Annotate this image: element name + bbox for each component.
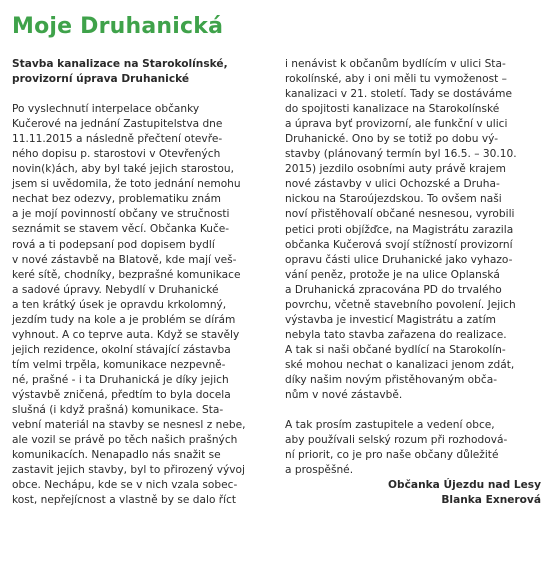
headline-line: Stavba kanalizace na Starokolínské, [12, 58, 228, 70]
text-line: nebyla tato stavba zařazena do realizace. [285, 328, 507, 341]
text-line: Občanka Újezdu nad Lesy [388, 479, 541, 492]
text-line: stavby (plánovaný termín byl 16.5. – 30.10. [285, 148, 517, 161]
text-line: a ten krátký úsek je opravdu krkolomný, [12, 298, 227, 311]
text-line: povrchu, včetně stavebního povolení. Jejich [285, 298, 516, 311]
text-line: slušná (i když prašná) komunikace. Sta- [12, 404, 224, 417]
text-line: nechat bez odezvy, problematiku znám [12, 193, 221, 206]
text-line: kost, nepřejícnost a vlastně by se dalo říct [12, 494, 237, 507]
text-line: nové zástavby v ulici Ochozské a Druha- [285, 178, 500, 191]
text-line: občanka Kučerová svojí stížností provizorní [285, 238, 513, 251]
right-column [285, 57, 541, 508]
text-line: Druhanické. Ono by se totiž po dobu vý- [285, 133, 499, 146]
text-line: do spojitosti kanalizace na Starokolínské [285, 103, 500, 116]
text-line: Kučerové na jednání Zastupitelstva dne [12, 118, 223, 131]
text-line: 2015) jezdilo osobními auty právě krajem [285, 163, 506, 176]
text-line: A tak prosím zastupitele a vedení obce, [285, 419, 495, 432]
text-line: Po vyslechnutí interpelace občanky [12, 103, 200, 116]
section-title: Moje Druhanická [12, 14, 224, 39]
headline-line: provizorní úprava Druhanické [12, 73, 190, 86]
article-headline [12, 57, 270, 87]
text-line: ní priorit, co je pro naše občany důležité [285, 449, 499, 462]
text-line: a sadové úpravy. Nebydlí v Druhanické [12, 283, 219, 296]
text-line: kanalizaci v 21. století. Tady se dostáváme [285, 88, 512, 101]
text-line: novin(k)ách, aby byl také jejich starostou, [12, 163, 234, 176]
text-line: rová a ti podepsaní pod dopisem bydlí [12, 238, 215, 251]
article-signature [285, 478, 541, 508]
text-line: výstavbě zničená, předtím to byla docela [12, 388, 231, 401]
text-line: i nenávist k občanům bydlícím v ulici Sta- [285, 58, 506, 70]
text-line: jsem si uvědomila, že toto jednání nemohu [12, 178, 241, 191]
article-paragraph [12, 102, 270, 508]
text-line: jezdím tudy na kole a je problém se dírám [12, 313, 236, 326]
left-column [12, 57, 270, 508]
text-line: v nové zástavbě na Blatově, kde mají veš- [12, 253, 237, 266]
text-line: noví přistěhovalí občané nesnesou, vyrobili [285, 208, 515, 221]
text-line: aby používali selský rozum při rozhodová- [285, 434, 508, 447]
text-line: petici proti objížďce, na Magistrátu zarazila [285, 223, 514, 236]
text-line: tím velmi trpěla, komunikace nezpevně- [12, 358, 226, 371]
text-line: a prospěšné. [285, 464, 354, 477]
text-line: ale vozil se právě po těch našich prašných [12, 434, 238, 447]
text-line: vyhnout. A co teprve auta. Když se stavěly [12, 328, 240, 341]
text-line: keré sítě, chodníky, bezprašné komunikace [12, 268, 241, 281]
text-line: jejich rezidence, okolní stávající zástavba [12, 343, 231, 356]
text-line: 11.11.2015 a následně přečtení otevře- [12, 133, 223, 146]
text-line: vební materiál na stavby se nesnesl z nebe, [12, 419, 246, 432]
text-line: nickou na Staroújezdskou. To ovšem naši [285, 193, 502, 206]
text-line: výstavba je investicí Magistrátu a zatím [285, 313, 496, 326]
text-line: a je mojí povinností občany ve stručnosti [12, 208, 230, 221]
text-line: obce. Nechápu, kde se v nich vzala sobec- [12, 479, 238, 492]
text-line: nům v nové zástavbě. [285, 389, 403, 402]
text-line: opravu části ulice Druhanické jako vyhazo- [285, 253, 513, 266]
text-line: a úprava byť provizorní, ale funkční v ulici [285, 118, 508, 131]
article-paragraph [285, 57, 541, 403]
text-line: rokolínské, aby i oni měli tu vymoženost – [285, 73, 507, 86]
text-line: ské mohou nechat o kanalizaci jenom zdát, [285, 358, 515, 371]
text-line: a Druhanická zpracována PD do trvalého [285, 283, 502, 296]
text-line: díky našim novým přistěhovaným obča- [285, 373, 498, 386]
text-line: vání peněz, protože je na ulice Oplanská [285, 268, 500, 281]
article-paragraph [285, 418, 541, 478]
text-line: né, prašné - i ta Druhanická je díky jejich [12, 373, 229, 386]
text-line: A tak si naši občané bydlící na Starokolín- [285, 343, 506, 356]
text-line: seznámit se stavem věcí. Občanka Kuče- [12, 223, 230, 236]
text-line: komunikacích. Nenapadlo nás snažit se [12, 449, 221, 462]
text-line: zastavit jejich stavby, byl to přirozený vývoj [12, 464, 245, 477]
text-line: Blanka Exnerová [441, 494, 541, 507]
text-line: ného dopisu p. starostovi v Otevřených [12, 148, 221, 161]
